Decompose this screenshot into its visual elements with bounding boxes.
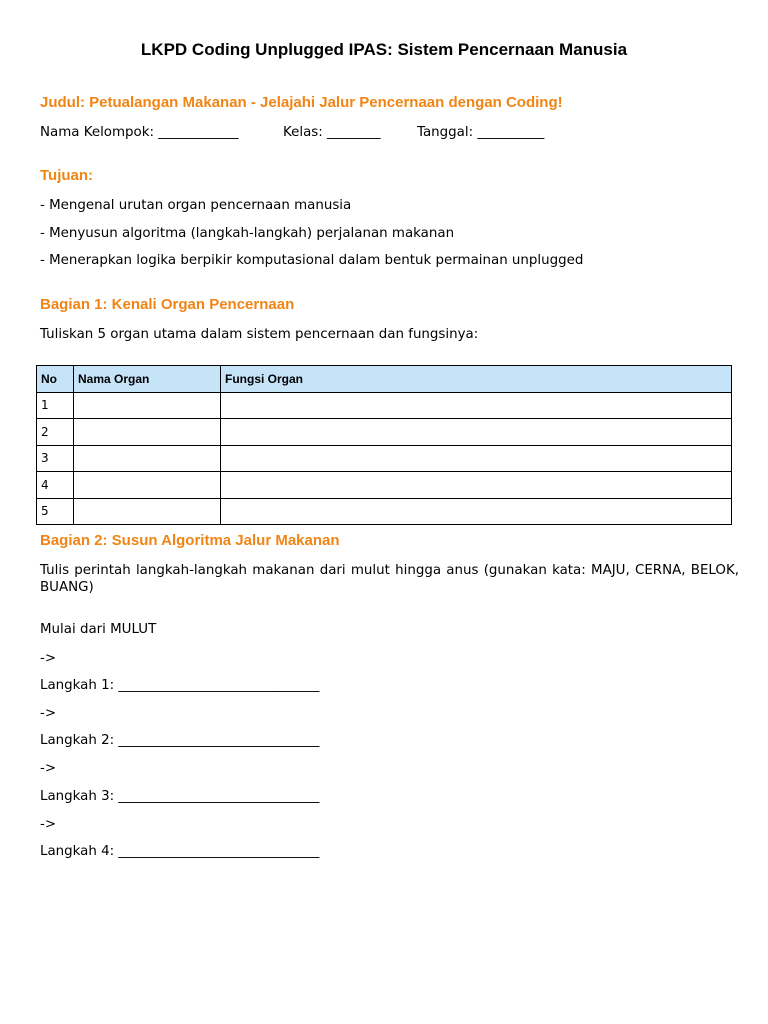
page-title: LKPD Coding Unplugged IPAS: Sistem Pencernaan Manusia	[140, 40, 628, 59]
arrow-icon: ->	[40, 817, 57, 832]
table-row	[37, 392, 732, 419]
table-cell-fungsi-organ[interactable]	[221, 445, 732, 472]
nama-kelompok-field: Nama Kelompok: ____________	[40, 125, 239, 140]
judul-heading: Judul: Petualangan Makanan - Jelajahi Jalur Pencernaan dengan Coding!	[40, 94, 563, 111]
table-cell-fungsi-organ[interactable]	[221, 392, 732, 419]
tanggal-field: Tanggal: __________	[417, 125, 545, 140]
bagian2-heading: Bagian 2: Susun Algoritma Jalur Makanan	[40, 532, 340, 549]
table-cell-fungsi-organ[interactable]	[221, 472, 732, 499]
step-field: Langkah 2: ______________________________	[40, 733, 320, 748]
table-cell-fungsi-organ[interactable]	[221, 419, 732, 446]
table-row	[37, 419, 732, 446]
table-header-nama-organ: Nama Organ	[74, 366, 221, 393]
table-cell-nama-organ[interactable]	[74, 419, 221, 446]
table-cell-fungsi-organ[interactable]	[221, 498, 732, 525]
kelas-field: Kelas: ________	[283, 125, 381, 140]
bagian1-instruction: Tuliskan 5 organ utama dalam sistem pencernaan dan fungsinya:	[40, 327, 479, 342]
tujuan-item: - Mengenal urutan organ pencernaan manusia	[40, 198, 352, 213]
table-cell-nama-organ[interactable]	[74, 472, 221, 499]
table-header-no: No	[37, 366, 74, 393]
table-row	[37, 445, 732, 472]
bagian2-instruction: Tulis perintah langkah-langkah makanan dari mulut hingga anus (gunakan kata: MAJU, CERNA, BELOK, BUANG)	[40, 563, 739, 595]
table-cell-no: 3	[37, 445, 74, 472]
table-header-row	[37, 366, 732, 393]
arrow-icon: ->	[40, 706, 57, 721]
table-row	[37, 472, 732, 499]
tujuan-item: - Menyusun algoritma (langkah-langkah) perjalanan makanan	[40, 226, 455, 241]
table-row	[37, 498, 732, 525]
table-cell-no: 1	[37, 392, 74, 419]
step-field: Langkah 3: ______________________________	[40, 789, 320, 804]
step-field: Langkah 1: ______________________________	[40, 678, 320, 693]
tujuan-heading: Tujuan:	[40, 167, 94, 184]
table-cell-nama-organ[interactable]	[74, 498, 221, 525]
tujuan-item: - Menerapkan logika berpikir komputasional dalam bentuk permainan unplugged	[40, 253, 584, 268]
step-field: Langkah 4: ______________________________	[40, 844, 320, 859]
table-cell-nama-organ[interactable]	[74, 445, 221, 472]
organ-table	[36, 365, 732, 525]
arrow-icon: ->	[40, 651, 57, 666]
arrow-icon: ->	[40, 761, 57, 776]
table-cell-nama-organ[interactable]	[74, 392, 221, 419]
table-cell-no: 5	[37, 498, 74, 525]
table-cell-no: 4	[37, 472, 74, 499]
table-header-fungsi-organ: Fungsi Organ	[221, 366, 732, 393]
start-label: Mulai dari MULUT	[40, 622, 157, 637]
table-cell-no: 2	[37, 419, 74, 446]
bagian1-heading: Bagian 1: Kenali Organ Pencernaan	[40, 296, 295, 313]
